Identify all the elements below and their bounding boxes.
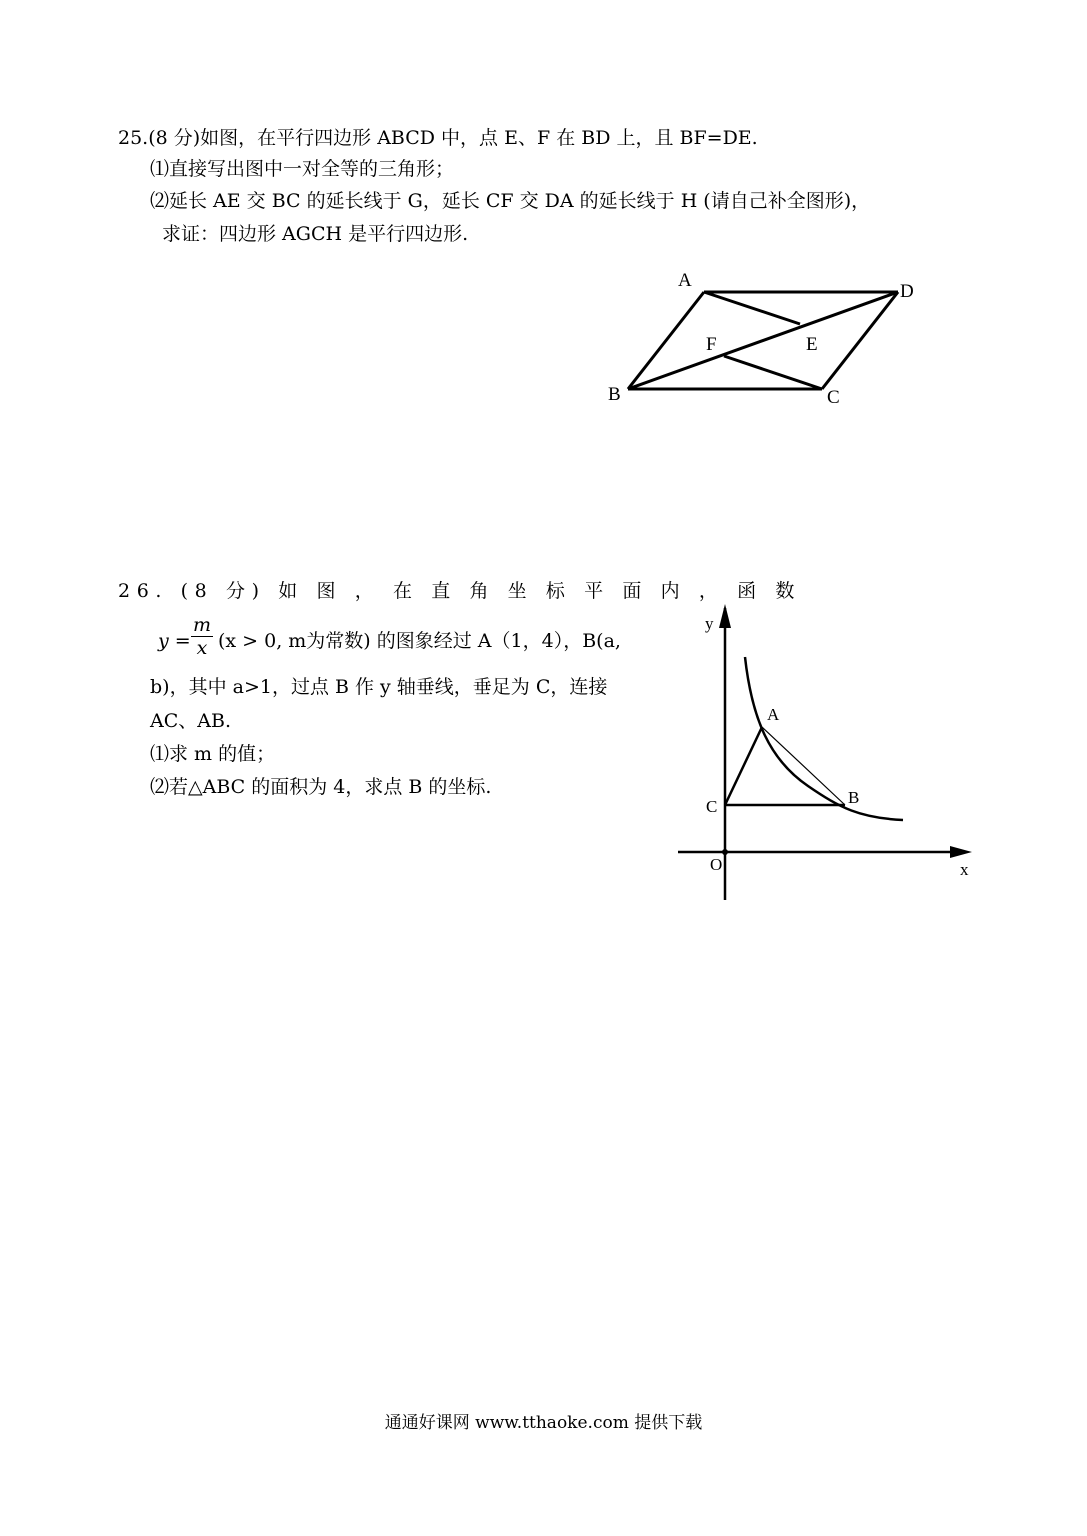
footer-source: 通通好课网 www.tthaoke.com 提供下载 (384, 1413, 703, 1433)
q25-part2-prove: 求证：四边形 AGCH 是平行四边形. (162, 223, 469, 245)
label-F: F (706, 334, 717, 355)
q26-title: 26. (8 分) 如 图 ， 在 直 角 坐 标 平 面 内 ， 函 数 (118, 580, 801, 602)
diagonal-BD (628, 292, 898, 389)
label-y: y (705, 614, 714, 633)
segment-AB (762, 727, 845, 805)
origin-dot (722, 849, 728, 855)
label-E: E (806, 334, 818, 355)
q26-part1: ⑴求 m 的值； (150, 743, 276, 765)
label-C: C (827, 387, 840, 408)
segment-CF (724, 356, 822, 389)
q25-part2: ⑵延长 AE 交 BC 的延长线于 G，延长 CF 交 DA 的延长线于 H (请自己补全图形)， (150, 190, 871, 212)
fraction-denominator: x (196, 637, 208, 659)
fraction-numerator: m (192, 614, 212, 636)
label-O: O (710, 855, 723, 874)
q25-title: 25.(8 分)如图，在平行四边形 ABCD 中，点 E、F 在 BD 上，且 BF=DE. (118, 127, 758, 149)
label-x: x (960, 860, 969, 879)
label-B: B (608, 384, 621, 405)
hyperbola-curve (745, 657, 903, 820)
label-B: B (848, 788, 860, 807)
label-A: A (767, 705, 780, 724)
segment-CA (725, 727, 762, 805)
label-C: C (706, 797, 718, 816)
q26-formula-fraction (191, 614, 213, 659)
segment-AE (704, 292, 800, 324)
edge-AB (628, 292, 704, 389)
q26-formula-rest: (x > 0, m为常数) 的图象经过 A（1，4），B(a, (218, 630, 621, 652)
q25-part1: ⑴直接写出图中一对全等的三角形； (150, 158, 455, 180)
q26-line3: b)，其中 a>1，过点 B 作 y 轴垂线，垂足为 C，连接 (150, 676, 608, 698)
q26-part2: ⑵若△ABC 的面积为 4，求点 B 的坐标. (150, 776, 492, 798)
label-D: D (900, 281, 914, 302)
q26-line4: AC、AB. (150, 710, 231, 732)
edge-DC (822, 292, 898, 389)
label-A: A (678, 270, 692, 291)
y-axis-arrow (719, 604, 731, 628)
x-axis-arrow (950, 846, 972, 858)
q26-formula-y: y = (158, 630, 191, 652)
